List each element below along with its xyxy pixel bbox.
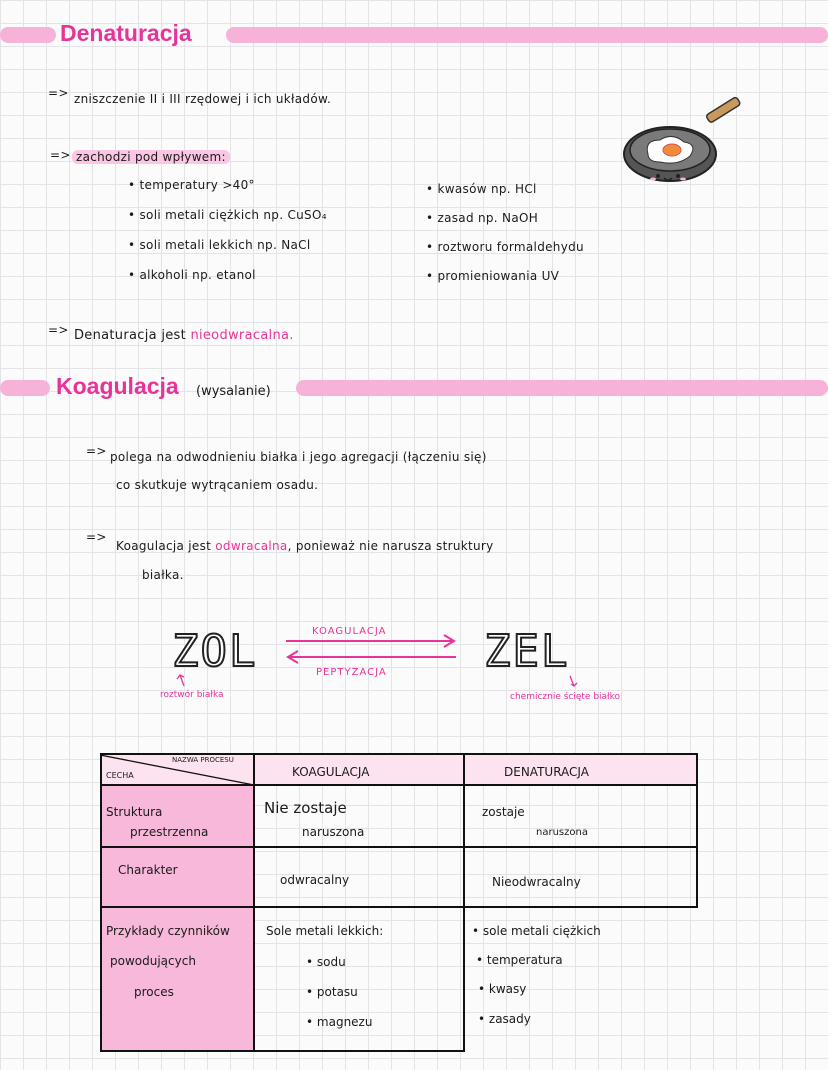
- cell-den-struktura-2: naruszona: [536, 827, 588, 838]
- col-header-koagulacja: KOAGULACJA: [292, 765, 370, 779]
- cell-koag-examples-head: Sole metali lekkich:: [266, 924, 384, 938]
- coagulation-reversibility-2: białka.: [142, 568, 184, 582]
- cell-den-example: • zasady: [478, 1012, 531, 1026]
- header-bar-left: [0, 380, 50, 396]
- cell-koag-charakter: odwracalny: [280, 873, 350, 887]
- comparison-table: [100, 753, 698, 1052]
- factor-item: • soli metali ciężkich np. CuSO₄: [128, 208, 327, 222]
- row-label-struktura: Struktura: [106, 805, 163, 819]
- section-subtitle: (wysalanie): [196, 384, 271, 399]
- cell-den-struktura: zostaje: [482, 805, 525, 819]
- factor-item: • soli metali lekkich np. NaCl: [128, 238, 311, 252]
- equilibrium-arrows: [282, 632, 460, 666]
- cell-den-example: • kwasy: [478, 982, 527, 996]
- arrow-bullet: =>: [48, 86, 69, 100]
- section-title-koagulacja: Koagulacja: [56, 373, 179, 399]
- cell-koag-example: • potasu: [306, 985, 358, 999]
- factor-item: • roztworu formaldehydu: [426, 240, 584, 254]
- arrow-bullet: =>: [86, 530, 107, 544]
- factor-item: • promieniowania UV: [426, 269, 560, 283]
- arrow-label-peptyzacja: PEPTYZACJA: [316, 667, 387, 678]
- row-label-charakter: Charakter: [118, 863, 178, 877]
- denaturation-definition: zniszczenie II i III rzędowej i ich układów.: [74, 92, 332, 106]
- note-roztwor: roztwór białka: [160, 690, 224, 700]
- header-bar-left: [0, 27, 56, 43]
- zol-label: ZOL: [172, 626, 258, 677]
- factor-item: • zasad np. NaOH: [426, 211, 539, 225]
- row-label-przyklady-3: proces: [134, 985, 174, 999]
- factor-item: • temperatury >40°: [128, 178, 255, 192]
- corner-bottom-label: CECHA: [106, 771, 134, 780]
- arrow-bullet: =>: [86, 444, 107, 458]
- frying-pan-egg-icon: [620, 96, 750, 196]
- cell-den-example: • temperatura: [476, 953, 563, 967]
- corner-top-label: NAZWA PROCESU: [172, 756, 234, 764]
- header-bar-right: [296, 380, 828, 396]
- row-label-przyklady-2: powodujących: [110, 954, 196, 968]
- row-label-struktura-2: przestrzenna: [130, 825, 209, 839]
- header-bar-right: [226, 27, 828, 43]
- zachodzi-label: zachodzi pod wpływem:: [72, 150, 230, 164]
- coagulation-definition-2: co skutkuje wytrącaniem osadu.: [116, 478, 319, 492]
- cell-koag-example: • sodu: [306, 955, 346, 969]
- note-sciete: chemicznie ścięte białko: [510, 692, 621, 702]
- arrow-label-koagulacja: KOAGULACJA: [312, 626, 387, 637]
- zel-label: ZEL: [484, 626, 570, 677]
- col-header-denaturacja: DENATURACJA: [504, 765, 589, 779]
- pointer-arrow-right: [566, 674, 580, 690]
- coagulation-reversibility: Koagulacja jest odwracalna, ponieważ nie narusza struktury: [116, 539, 494, 553]
- cell-koag-struktura: Nie zostaje: [264, 799, 347, 817]
- cell-koag-struktura-2: naruszona: [302, 825, 365, 839]
- factor-item: • alkoholi np. etanol: [128, 268, 256, 282]
- cell-koag-example: • magnezu: [306, 1015, 373, 1029]
- pointer-arrow-left: [174, 672, 188, 688]
- row-label-przyklady: Przykłady czynników: [106, 924, 230, 938]
- arrow-bullet: =>: [50, 148, 71, 162]
- cell-den-example: • sole metali ciężkich: [472, 924, 601, 938]
- section-title-denaturacja: Denaturacja: [60, 20, 192, 46]
- arrow-bullet: =>: [48, 323, 69, 337]
- factor-item: • kwasów np. HCl: [426, 182, 537, 196]
- coagulation-definition: polega na odwodnieniu białka i jego agregacji (łączeniu się): [110, 450, 487, 464]
- cell-den-charakter: Nieodwracalny: [492, 875, 581, 889]
- denaturation-conclusion: Denaturacja jest nieodwracalna.: [74, 328, 294, 343]
